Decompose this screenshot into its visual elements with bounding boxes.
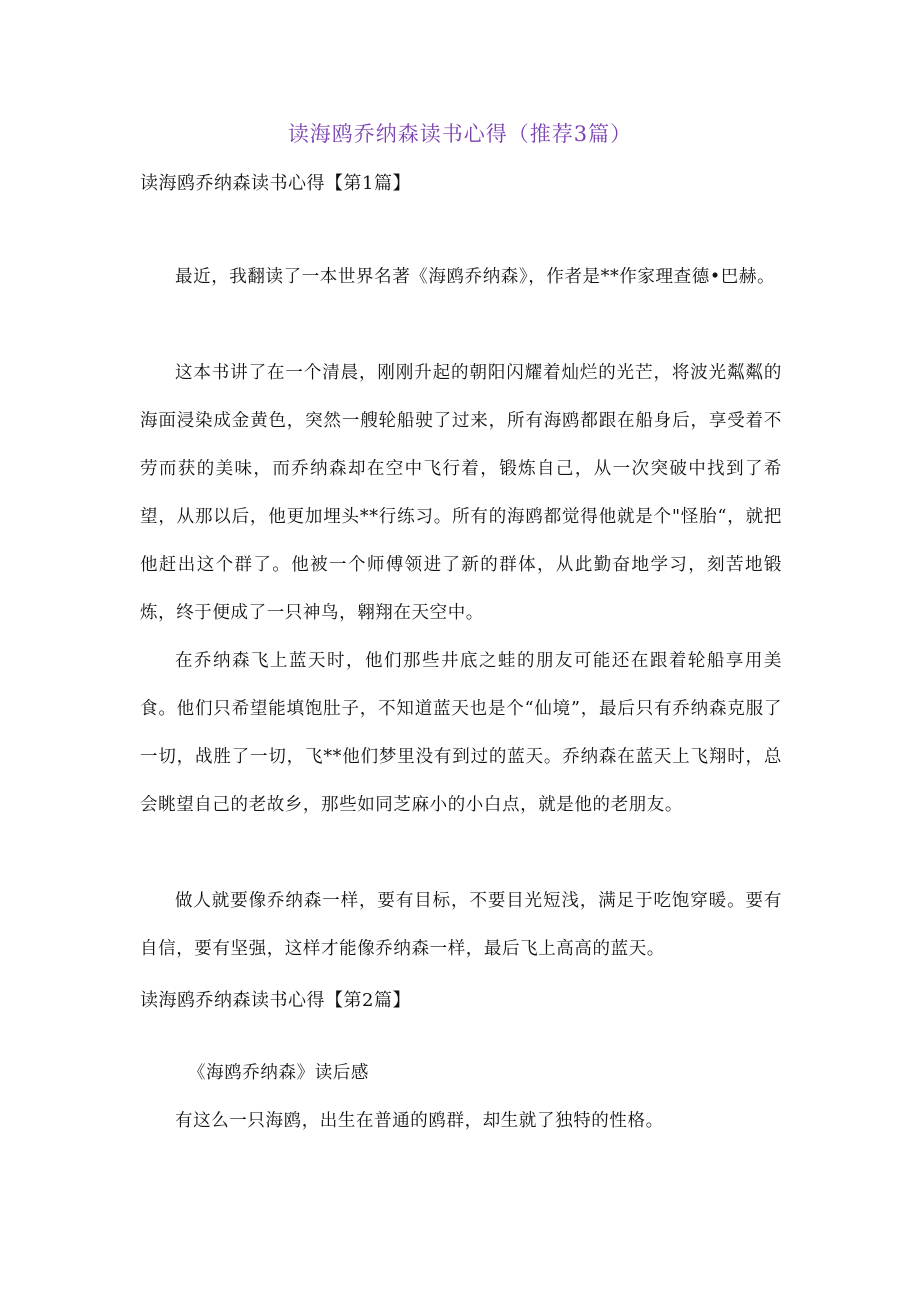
- section-heading-2: 读海鸥乔纳森读书心得【第2篇】: [140, 990, 411, 1011]
- paragraph-1-4: 做人就要像乔纳森一样，要有目标，不要目光短浅，满足于吃饱穿暖。要有自信，要有坚强，这样才能像乔纳森一样，最后飞上高高的蓝天。: [140, 891, 782, 959]
- paragraph-1-3: 在乔纳森飞上蓝天时，他们那些井底之蛙的朋友可能还在跟着轮船享用美食。他们只希望能填饱肚子，不知道蓝天也是个“仙境”，最后只有乔纳森克服了一切，战胜了一切，飞**他们梦里没有到过的蓝天。乔纳森在蓝天上飞翔时，总会眺望自己的老故乡，那些如同芝麻小的小白点，就是他的老朋友。: [140, 651, 782, 815]
- paragraph-1-2: 这本书讲了在一个清晨，刚刚升起的朝阳闪耀着灿烂的光芒，将波光粼粼的海面浸染成金黄色，突然一艘轮船驶了过来，所有海鸥都跟在船身后，享受着不劳而获的美味，而乔纳森却在空中飞行着，锻炼自己，从一次突破中找到了希望，从那以后，他更加埋头**行练习。所有的海鸥都觉得他就是个"怪胎“，就把他赶出这个群了。他被一个师傅领进了新的群体，从此勤奋地学习，刻苦地锻炼，终于便成了一只神鸟，翱翔在天空中。: [140, 363, 782, 623]
- review-subtitle: 《海鸥乔纳森》读后感: [188, 1063, 369, 1083]
- paragraph-2-1: 有这么一只海鸥，出生在普通的鸥群，却生就了独特的性格。: [175, 1111, 664, 1131]
- section-heading-1: 读海鸥乔纳森读书心得【第1篇】: [140, 173, 411, 194]
- document-title: 读海鸥乔纳森读书心得（推荐3篇）: [287, 122, 633, 146]
- paragraph-1-1: 最近，我翻读了一本世界名著《海鸥乔纳森》，作者是**作家理查德•巴赫。: [175, 267, 776, 287]
